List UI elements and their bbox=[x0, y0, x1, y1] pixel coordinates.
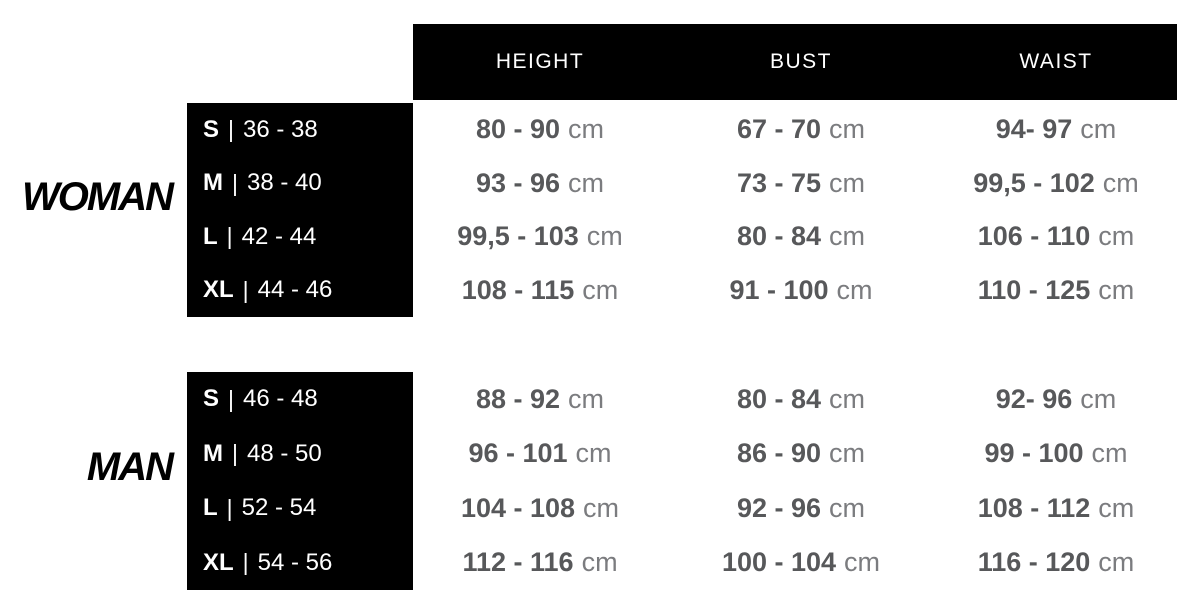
size-label: S bbox=[203, 115, 220, 143]
unit-label: cm bbox=[1098, 221, 1135, 252]
size-label: M bbox=[203, 439, 223, 467]
size-separator: | bbox=[228, 116, 234, 143]
unit-label: cm bbox=[568, 167, 605, 198]
column-header-waist: WAIST bbox=[1019, 50, 1093, 73]
unit-label: cm bbox=[844, 547, 881, 578]
bust-cell bbox=[667, 427, 935, 482]
height-value: 80 - 90 bbox=[475, 114, 561, 145]
height-value: 108 - 115 bbox=[461, 274, 575, 305]
table-row bbox=[187, 536, 1177, 591]
waist-value: 94- 97 bbox=[995, 114, 1073, 145]
height-cell bbox=[413, 210, 667, 264]
unit-label: cm bbox=[1098, 274, 1135, 305]
height-value: 104 - 108 bbox=[460, 492, 576, 523]
section-gap bbox=[187, 317, 1177, 372]
unit-label: cm bbox=[829, 438, 866, 469]
bust-cell bbox=[667, 481, 935, 536]
waist-value: 116 - 120 bbox=[977, 547, 1091, 578]
unit-label: cm bbox=[829, 492, 866, 523]
waist-cell bbox=[935, 103, 1177, 157]
header-spacer bbox=[187, 24, 413, 100]
size-range: 54 - 56 bbox=[257, 548, 333, 576]
size-cell bbox=[187, 427, 413, 482]
unit-label: cm bbox=[1091, 438, 1128, 469]
bust-value: 80 - 84 bbox=[736, 383, 822, 414]
unit-label: cm bbox=[583, 492, 620, 523]
size-separator: | bbox=[232, 169, 238, 196]
unit-label: cm bbox=[1080, 114, 1117, 145]
size-cell bbox=[187, 157, 413, 211]
size-label: L bbox=[203, 222, 218, 250]
height-value: 93 - 96 bbox=[475, 167, 561, 198]
size-cell bbox=[187, 372, 413, 427]
unit-label: cm bbox=[575, 438, 612, 469]
size-separator: | bbox=[242, 276, 249, 303]
waist-cell bbox=[935, 536, 1177, 591]
group-label-man: MAN bbox=[86, 445, 172, 489]
column-header-height: HEIGHT bbox=[495, 50, 585, 73]
size-separator: | bbox=[232, 440, 238, 467]
table-row bbox=[187, 157, 1177, 211]
size-cell bbox=[187, 210, 413, 264]
table-row bbox=[187, 427, 1177, 482]
waist-value: 99,5 - 102 bbox=[973, 167, 1095, 198]
waist-value: 99 - 100 bbox=[984, 438, 1084, 469]
bust-value: 80 - 84 bbox=[736, 221, 822, 252]
bust-value: 86 - 90 bbox=[736, 438, 822, 469]
height-value: 99,5 - 103 bbox=[457, 221, 579, 252]
size-label: L bbox=[203, 494, 218, 522]
column-header-bust: BUST bbox=[769, 50, 832, 73]
height-cell bbox=[413, 103, 667, 157]
size-cell bbox=[187, 103, 413, 157]
unit-label: cm bbox=[829, 167, 866, 198]
size-table bbox=[187, 24, 1177, 590]
unit-label: cm bbox=[829, 383, 866, 414]
size-label: M bbox=[203, 169, 223, 197]
unit-label: cm bbox=[836, 274, 873, 305]
man-section bbox=[187, 372, 1177, 590]
bust-value: 92 - 96 bbox=[736, 492, 822, 523]
size-range: 48 - 50 bbox=[246, 439, 322, 467]
height-value: 96 - 101 bbox=[468, 438, 568, 469]
size-range: 36 - 38 bbox=[243, 115, 318, 143]
size-label: XL bbox=[203, 276, 234, 304]
bust-value: 100 - 104 bbox=[721, 547, 837, 578]
height-value: 88 - 92 bbox=[475, 383, 561, 414]
unit-label: cm bbox=[582, 274, 619, 305]
unit-label: cm bbox=[581, 547, 618, 578]
waist-cell bbox=[935, 481, 1177, 536]
unit-label: cm bbox=[1102, 167, 1139, 198]
table-row bbox=[187, 103, 1177, 157]
height-cell bbox=[413, 372, 667, 427]
size-label: XL bbox=[203, 548, 234, 576]
table-row bbox=[187, 481, 1177, 536]
table-row bbox=[187, 372, 1177, 427]
waist-cell bbox=[935, 210, 1177, 264]
height-cell bbox=[413, 481, 667, 536]
size-cell bbox=[187, 264, 413, 318]
height-cell bbox=[413, 427, 667, 482]
unit-label: cm bbox=[568, 383, 605, 414]
unit-label: cm bbox=[1098, 492, 1135, 523]
size-range: 52 - 54 bbox=[241, 494, 317, 522]
height-cell bbox=[413, 536, 667, 591]
unit-label: cm bbox=[829, 114, 866, 145]
size-separator: | bbox=[228, 385, 234, 412]
height-cell bbox=[413, 157, 667, 211]
size-range: 38 - 40 bbox=[246, 169, 322, 197]
table-row bbox=[187, 264, 1177, 318]
height-value: 112 - 116 bbox=[462, 547, 574, 578]
bust-value: 73 - 75 bbox=[736, 167, 822, 198]
size-cell bbox=[187, 481, 413, 536]
waist-value: 108 - 112 bbox=[977, 492, 1091, 523]
size-range: 46 - 48 bbox=[243, 385, 318, 413]
waist-value: 106 - 110 bbox=[977, 221, 1091, 252]
bust-value: 67 - 70 bbox=[736, 114, 822, 145]
waist-cell bbox=[935, 372, 1177, 427]
unit-label: cm bbox=[1080, 383, 1117, 414]
column-header-waist-cell bbox=[935, 24, 1177, 100]
size-separator: | bbox=[226, 223, 233, 250]
waist-value: 92- 96 bbox=[995, 383, 1073, 414]
waist-cell bbox=[935, 157, 1177, 211]
bust-cell bbox=[667, 103, 935, 157]
size-separator: | bbox=[226, 494, 233, 521]
size-label: S bbox=[203, 385, 220, 413]
bust-cell bbox=[667, 210, 935, 264]
unit-label: cm bbox=[829, 221, 866, 252]
bust-cell bbox=[667, 157, 935, 211]
bust-cell bbox=[667, 536, 935, 591]
height-cell bbox=[413, 264, 667, 318]
waist-value: 110 - 125 bbox=[977, 274, 1091, 305]
unit-label: cm bbox=[1098, 547, 1135, 578]
table-header bbox=[187, 24, 1177, 100]
group-label-woman: WOMAN bbox=[22, 175, 172, 219]
size-range: 42 - 44 bbox=[241, 222, 317, 250]
unit-label: cm bbox=[586, 221, 623, 252]
woman-section bbox=[187, 103, 1177, 317]
column-header-height-cell bbox=[413, 24, 667, 100]
table-row bbox=[187, 210, 1177, 264]
waist-cell bbox=[935, 427, 1177, 482]
size-cell bbox=[187, 536, 413, 591]
waist-cell bbox=[935, 264, 1177, 318]
bust-cell bbox=[667, 372, 935, 427]
column-header-bust-cell bbox=[667, 24, 935, 100]
unit-label: cm bbox=[568, 114, 605, 145]
bust-cell bbox=[667, 264, 935, 318]
size-separator: | bbox=[242, 549, 249, 576]
bust-value: 91 - 100 bbox=[729, 274, 829, 305]
size-range: 44 - 46 bbox=[257, 276, 333, 304]
